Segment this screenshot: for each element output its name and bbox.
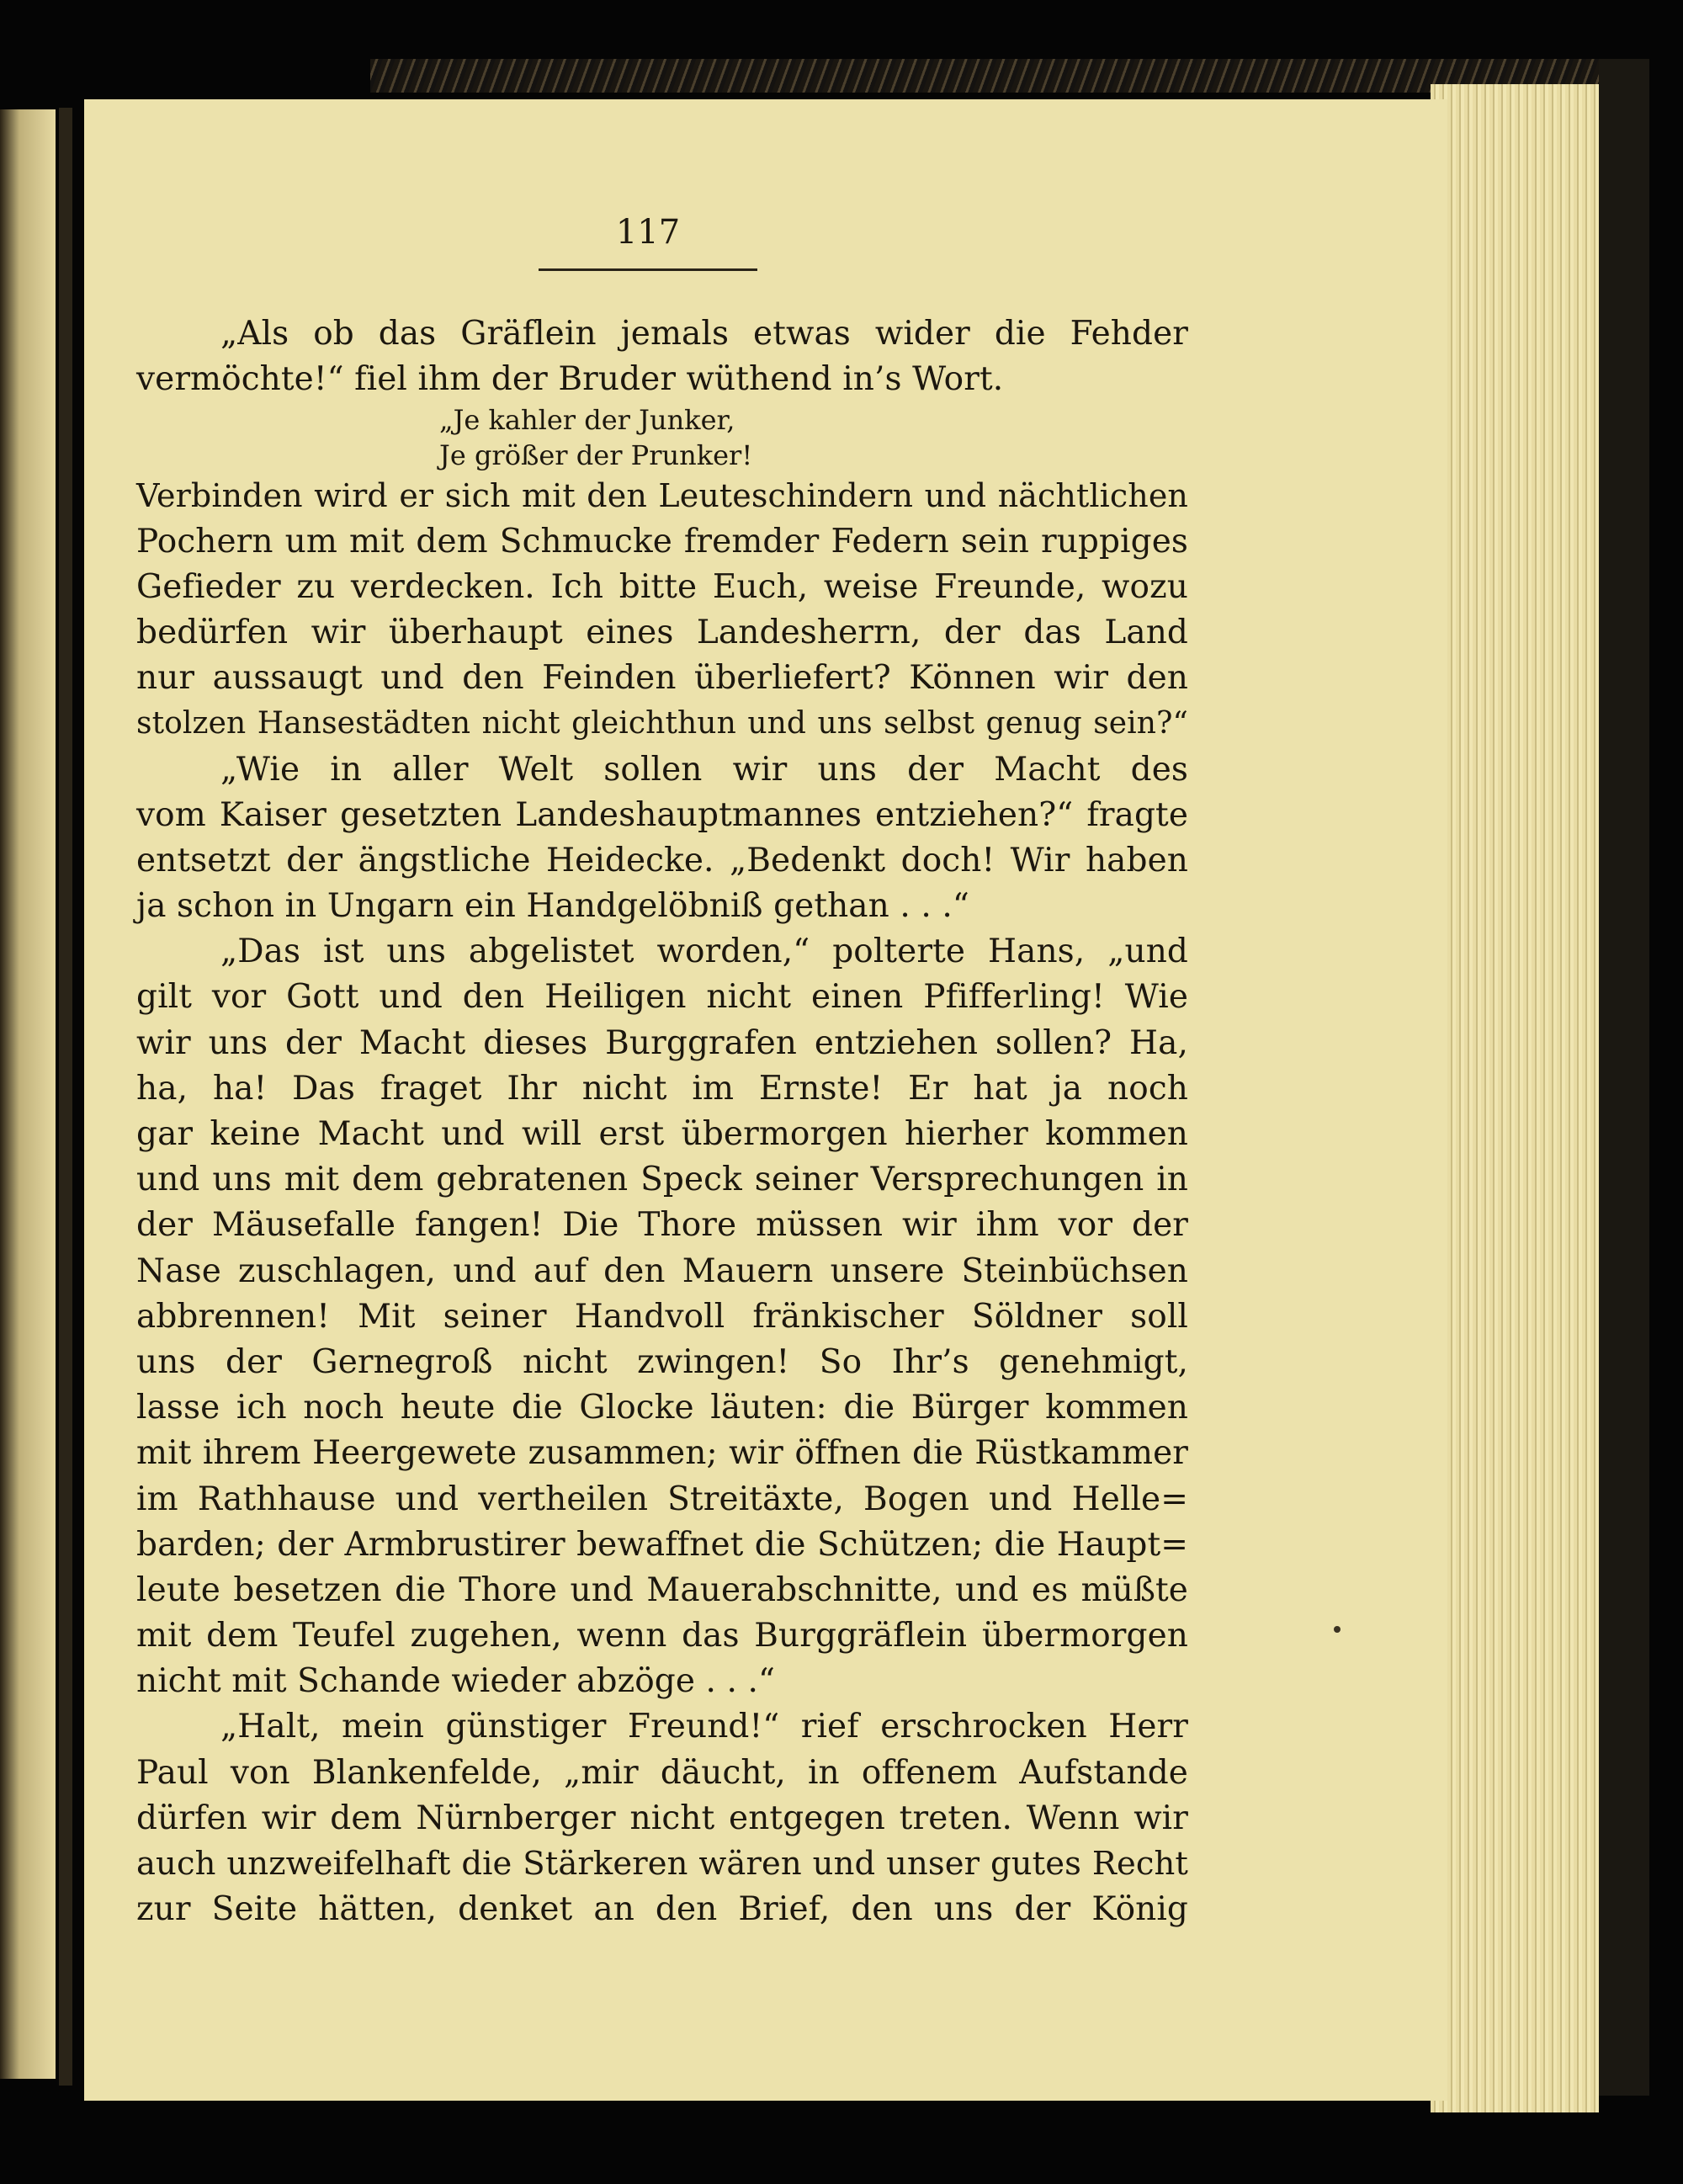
text-line: gilt vor Gott und den Heiligen nicht einen Pfifferling! Wie: [136, 978, 1188, 1017]
book-gutter: [59, 108, 72, 2086]
text-line: nur aussaugt und den Feinden überliefert? Können wir den: [136, 659, 1188, 698]
text-line: dürfen wir dem Nürnberger nicht entgegen treten. Wenn wir: [136, 1799, 1188, 1837]
text-line: Nase zuschlagen, und auf den Mauern unsere Steinbüchsen: [136, 1251, 1188, 1290]
text-line: wir uns der Macht dieses Burggrafen entziehen sollen? Ha,: [136, 1023, 1188, 1062]
text-line: ha, ha! Das fraget Ihr nicht im Ernste! Er hat ja noch: [136, 1069, 1188, 1108]
text-line: „Als ob das Gräflein jemals etwas wider die Fehder: [220, 315, 1188, 353]
text-line: Paul von Blankenfelde, „mir däucht, in offenem Aufstande: [136, 1753, 1188, 1792]
text-line: ja schon in Ungarn ein Handgelöbniß gethan . . .“: [136, 887, 969, 926]
text-line: entsetzt der ängstliche Heidecke. „Bedenkt doch! Wir haben: [136, 841, 1188, 879]
verse-line: „Je kahler der Junker,: [439, 404, 735, 437]
page-number: 117: [615, 213, 681, 252]
text-line: und uns mit dem gebratenen Speck seiner Versprechungen in: [136, 1161, 1188, 1199]
book-cover-edge: [370, 59, 1599, 93]
text-line: leute besetzen die Thore und Mauerabschnitte, und es müßte: [136, 1570, 1188, 1609]
text-line: „Das ist uns abgelistet worden,“ polterte Hans, „und: [220, 933, 1188, 971]
text-line: gar keine Macht und will erst übermorgen hierher kommen: [136, 1115, 1188, 1153]
page-stack-edge: [1431, 84, 1599, 2112]
body-text: [136, 311, 1188, 1932]
text-line: „Halt, mein günstiger Freund!“ rief erschrocken Herr: [220, 1708, 1188, 1746]
verse-line: Je größer der Prunker!: [439, 439, 753, 472]
text-line: zur Seite hätten, denket an den Brief, den uns der König: [136, 1890, 1188, 1929]
text-line: mit dem Teufel zugehen, wenn das Burggräflein übermorgen: [136, 1617, 1188, 1655]
page-header: [539, 209, 757, 276]
text-line: lasse ich noch heute die Glocke läuten: die Bürger kommen: [136, 1389, 1188, 1427]
book-cover-right: [1599, 59, 1649, 2096]
facing-page-edge: [0, 109, 56, 2079]
header-rule: [539, 268, 757, 271]
text-line: vom Kaiser gesetzten Landeshauptmannes entziehen?“ fragte: [136, 795, 1188, 834]
text-line: mit ihrem Heergewete zusammen; wir öffnen die Rüstkammer: [136, 1434, 1188, 1473]
text-line: uns der Gernegroß nicht zwingen! So Ihr’s genehmigt,: [136, 1342, 1188, 1381]
text-line: nicht mit Schande wieder abzöge . . .“: [136, 1662, 776, 1701]
text-line: Gefieder zu verdecken. Ich bitte Euch, weise Freunde, wozu: [136, 567, 1188, 606]
text-line: stolzen Hansestädten nicht gleichthun und uns selbst genug sein?“: [136, 706, 1188, 741]
text-line: Pochern um mit dem Schmucke fremder Federn sein ruppiges: [136, 522, 1188, 561]
text-line: bedürfen wir überhaupt eines Landesherrn, der das Land: [136, 613, 1188, 651]
text-line: im Rathhause und vertheilen Streitäxte, Bogen und Helle=: [136, 1480, 1188, 1518]
margin-mark: [1334, 1626, 1341, 1633]
text-line: der Mäusefalle fangen! Die Thore müssen wir ihm vor der: [136, 1206, 1188, 1245]
text-line: auch unzweifelhaft die Stärkeren wären und unser gutes Recht: [136, 1845, 1188, 1883]
text-line: vermöchte!“ fiel ihm der Bruder wüthend in’s Wort.: [136, 360, 1004, 399]
text-line: „Wie in aller Welt sollen wir uns der Macht des: [220, 750, 1188, 789]
text-line: abbrennen! Mit seiner Handvoll fränkischer Söldner soll: [136, 1297, 1188, 1336]
text-line: Verbinden wird er sich mit den Leuteschindern und nächtlichen: [136, 477, 1188, 515]
text-line: barden; der Armbrustirer bewaffnet die Schützen; die Haupt=: [136, 1525, 1188, 1564]
